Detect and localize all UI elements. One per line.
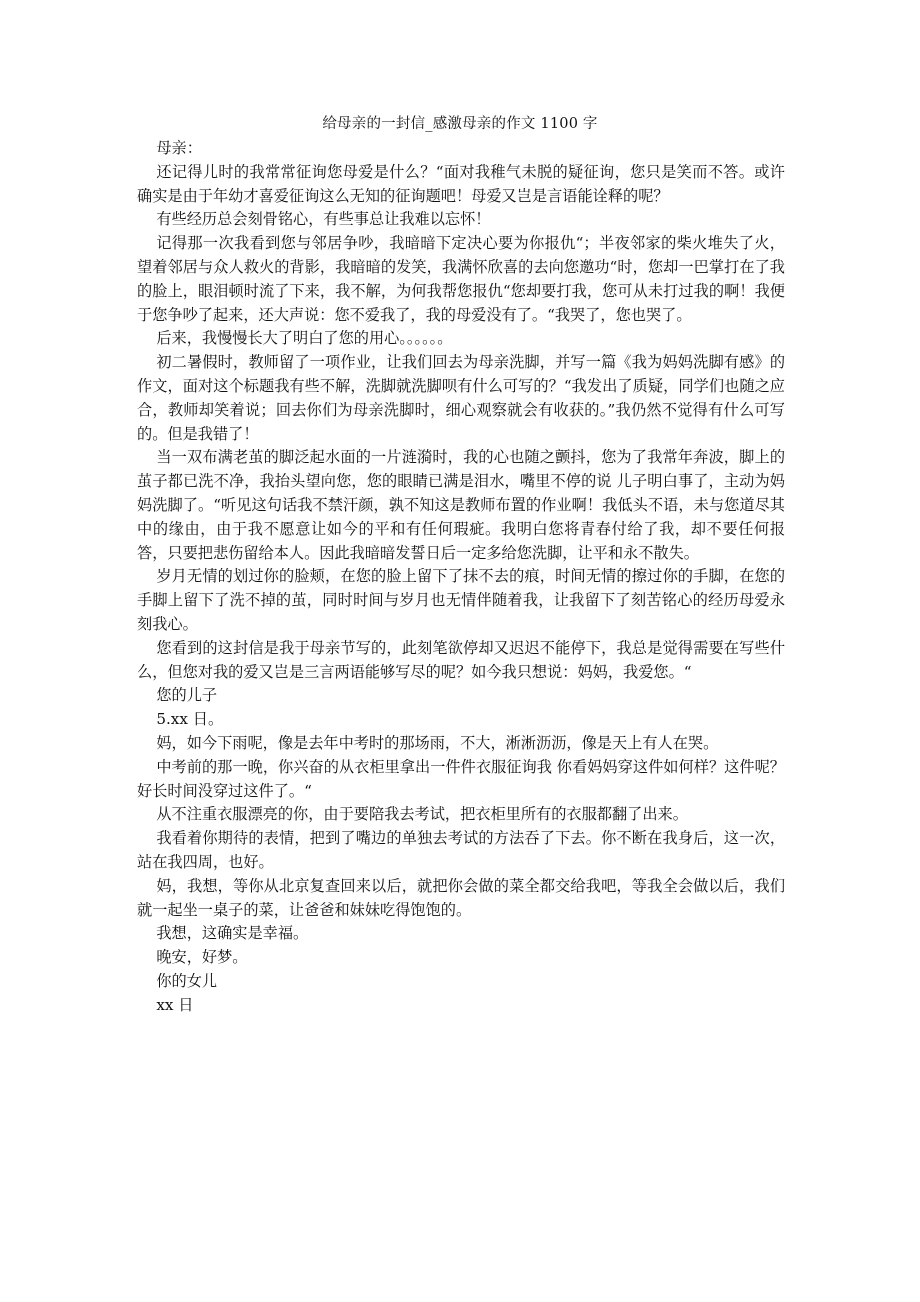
paragraph: 从不注重衣服漂亮的你，由于要陪我去考试，把衣柜里所有的衣服都翻了出来。	[156, 805, 688, 824]
date-line: 5.xx 日。	[156, 710, 224, 729]
paragraph: 后来，我慢慢长大了明白了您的用心。。。。。。	[156, 329, 453, 348]
paragraph: 妈，如今下雨呢，像是去年中考时的那场雨，不大，淅淅沥沥，像是天上有人在哭。	[156, 733, 719, 752]
date-line: xx 日	[156, 995, 194, 1014]
paragraph: 我看着你期待的表情，把到了嘴边的单独去考试的方法吞了下去。你不断在我身后，这一次，站在我四周，也好。	[137, 829, 785, 871]
signature-daughter: 你的女儿	[156, 971, 218, 990]
signature-son: 您的儿子	[156, 686, 218, 705]
paragraph: 还记得儿时的我常常征询您母爱是什么？“面对我稚气未脱的疑征询，您只是笑而不答。或许确实是由于年幼才喜爱征询这么无知的征询题吧！母爱又岂是言语能诠释的呢？	[137, 162, 785, 205]
paragraph: 您看到的这封信是我于母亲节写的，此刻笔欲停却又迟迟不能停下，我总是觉得需要在写些什么，但您对我的爱又岂是三言两语能够写尽的呢？如今我只想说：妈妈，我爱您。“	[137, 638, 785, 681]
paragraph: 记得那一次我看到您与邻居争吵，我暗暗下定决心要为你报仇“；半夜邻家的柴火堆失了火，望着邻居与众人救火的背影，我暗暗的发笑，我满怀欣喜的去向您邀功“时，您却一巴掌打在了我的脸上，眼泪顿时流了下来，我不解，为何我帮您报仇“您却要打我，您可从未打过我的啊！我便于您争吵了起来，还大声说：您不爱我了，我的母爱没有了。“我哭了，您也哭了。	[137, 234, 785, 324]
paragraph: 当一双布满老茧的脚泛起水面的一片涟漪时，我的心也随之颤抖，您为了我常年奔波，脚上的茧子都已洗不净，我抬头望向您，您的眼睛已满是泪水，嘴里不停的说 儿子明白事了，主动为妈妈洗脚了。“听见这句话我不禁汗颜，孰不知这是教师布置的作业啊！我低头不语，未与您道尽其中的缘由，由于我不愿意让如今的平和有任何瑕疵。我明白您将青春付给了我，却不要任何报答，只要把悲伤留给本人。因此我暗暗发誓日后一定多给您洗脚，让平和永不散失。	[137, 448, 785, 562]
salutation: 母亲：	[156, 139, 202, 157]
paragraph: 岁月无情的划过你的脸颊，在您的脸上留下了抹不去的痕，时间无情的擦过你的手脚，在您的手脚上留下了洗不掉的茧，同时时间与岁月也无情伴随着我，让我留下了刻苦铭心的经历母爱永刻我心。	[137, 567, 785, 633]
paragraph: 妈，我想，等你从北京复查回来以后，就把你会做的菜全都交给我吧，等我全会做以后，我们就一起坐一桌子的菜，让爸爸和妹妹吃得饱饱的。	[137, 876, 785, 919]
paragraph: 中考前的那一晚，你兴奋的从衣柜里拿出一件件衣服征询我 你看妈妈穿这件如何样？这件呢？好长时间没穿过这件了。“	[137, 757, 785, 800]
paragraph: 初二暑假时，教师留了一项作业，让我们回去为母亲洗脚，并写一篇《我为妈妈洗脚有感》的作文，面对这个标题我有些不解，洗脚就洗脚呗有什么可写的？“我发出了质疑，同学们也随之应合，教师却笑着说；回去你们为母亲洗脚时，细心观察就会有收获的。”我仍然不觉得有什么可写的。但是我错了！	[137, 353, 785, 443]
paragraph: 我想，这确实是幸福。	[156, 924, 309, 943]
document-body	[137, 137, 785, 1017]
paragraph: 有些经历总会刻骨铭心，有些事总让我难以忘怀！	[156, 210, 491, 229]
closing-line: 晚安，好梦。	[156, 948, 248, 967]
document-title: 给母亲的一封信_感激母亲的作文 1100 字	[322, 116, 598, 132]
